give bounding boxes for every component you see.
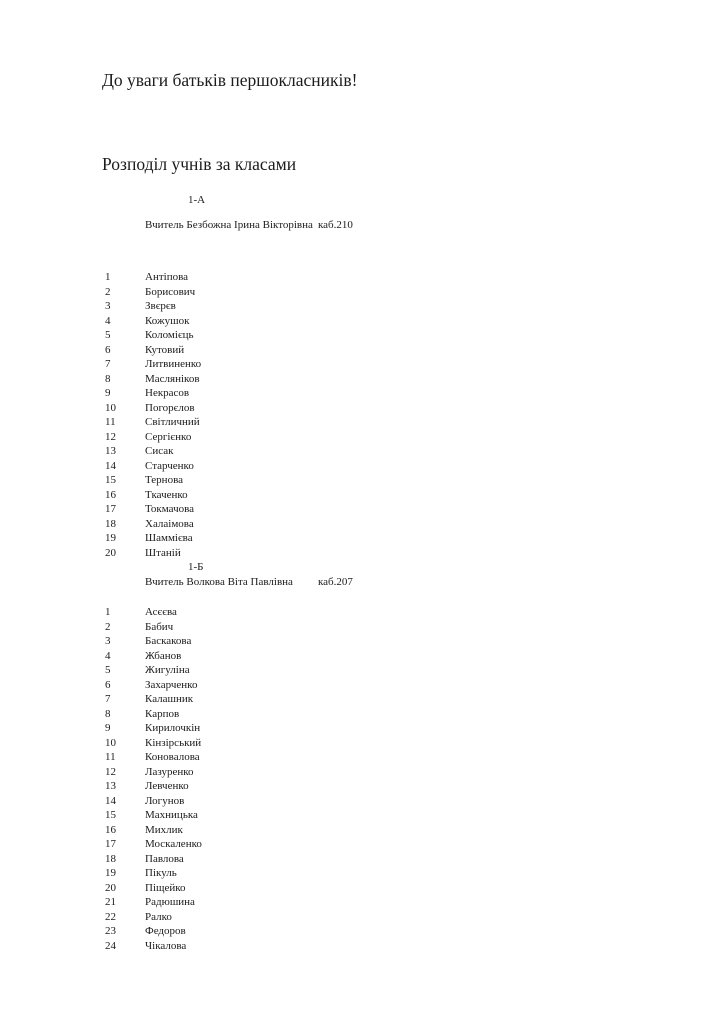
teacher-name-1a: Вчитель Безбожна Ірина Вікторівна — [145, 219, 313, 231]
student-row — [105, 605, 405, 620]
student-number: 23 — [105, 925, 116, 937]
student-row — [105, 866, 405, 881]
student-surname: Світличний — [145, 416, 200, 428]
student-surname: Халаімова — [145, 517, 194, 530]
student-surname: Некрасов — [145, 387, 190, 399]
student-row — [105, 473, 405, 488]
student-surname: Радюшина — [145, 896, 195, 908]
student-row — [105, 386, 405, 401]
student-row — [105, 765, 405, 780]
student-number: 1 — [105, 271, 111, 283]
student-number: 13 — [105, 445, 116, 457]
student-number: 14 — [105, 459, 116, 472]
student-row — [105, 401, 405, 416]
student-number: 17 — [105, 503, 116, 515]
student-number: 10 — [105, 736, 116, 749]
student-surname: Сисак — [145, 445, 174, 457]
student-number: 16 — [105, 823, 116, 836]
student-surname: Захарченко — [145, 678, 198, 691]
student-number: 17 — [105, 838, 116, 850]
student-number: 12 — [105, 430, 116, 443]
student-number: 11 — [105, 751, 116, 763]
student-row — [105, 517, 405, 532]
student-number: 3 — [105, 300, 111, 312]
student-surname: Жигуліна — [145, 664, 190, 676]
student-number: 9 — [105, 387, 111, 399]
student-row — [105, 881, 405, 896]
student-row — [105, 823, 405, 838]
student-surname: Москаленко — [145, 838, 202, 850]
student-row — [105, 343, 405, 358]
student-surname: Федоров — [145, 925, 186, 937]
room-number-1b: каб.207 — [318, 576, 353, 588]
student-surname: Махницька — [145, 809, 198, 821]
student-number: 2 — [105, 620, 111, 633]
student-surname: Старченко — [145, 459, 194, 472]
student-number: 19 — [105, 532, 116, 544]
student-row — [105, 779, 405, 794]
student-surname: Калашник — [145, 693, 194, 705]
student-surname: Погорєлов — [145, 401, 195, 414]
student-number: 8 — [105, 707, 111, 720]
student-number: 24 — [105, 939, 116, 952]
student-row — [105, 285, 405, 300]
student-row — [105, 444, 405, 459]
student-row — [105, 488, 405, 503]
student-row — [105, 634, 405, 649]
student-row — [105, 808, 405, 823]
student-number: 11 — [105, 416, 116, 428]
student-row — [105, 895, 405, 910]
student-number: 22 — [105, 910, 116, 923]
student-row — [105, 459, 405, 474]
student-number: 14 — [105, 794, 116, 807]
student-row — [105, 663, 405, 678]
student-number: 19 — [105, 867, 116, 879]
student-number: 4 — [105, 649, 111, 662]
student-surname: Коломієць — [145, 329, 194, 341]
student-surname: Павлова — [145, 852, 184, 865]
student-number: 7 — [105, 693, 111, 705]
student-number: 8 — [105, 372, 111, 385]
student-number: 5 — [105, 664, 111, 676]
student-row — [105, 531, 405, 546]
student-surname: Штаній — [145, 546, 181, 559]
student-number: 4 — [105, 314, 111, 327]
student-row — [105, 502, 405, 517]
student-row — [105, 924, 405, 939]
student-row — [105, 721, 405, 736]
student-number: 9 — [105, 722, 111, 734]
student-surname: Левченко — [145, 780, 189, 792]
student-number: 12 — [105, 765, 116, 778]
student-surname: Жбанов — [145, 649, 182, 662]
student-number: 20 — [105, 546, 116, 559]
student-list-1b — [105, 605, 405, 953]
student-number: 6 — [105, 678, 111, 691]
student-number: 10 — [105, 401, 116, 414]
teacher-line-1b — [145, 576, 565, 588]
student-row — [105, 372, 405, 387]
student-row — [105, 750, 405, 765]
student-surname: Сергієнко — [145, 430, 192, 443]
student-surname: Баскакова — [145, 635, 192, 647]
student-surname: Тернова — [145, 474, 184, 486]
student-number: 1 — [105, 606, 111, 618]
student-surname: Кутовий — [145, 343, 185, 356]
student-row — [105, 939, 405, 954]
section-title: Розподіл учнів за класами — [102, 154, 297, 174]
student-number: 3 — [105, 635, 111, 647]
student-row — [105, 837, 405, 852]
student-surname: Масляніков — [145, 372, 200, 385]
student-list-1a — [105, 270, 405, 560]
class-label-1a: 1-А — [188, 194, 206, 206]
student-surname: Антіпова — [145, 271, 189, 283]
student-number: 16 — [105, 488, 116, 501]
student-surname: Чікалова — [145, 939, 187, 952]
student-number: 2 — [105, 285, 111, 298]
student-surname: Лазуренко — [145, 765, 194, 778]
student-surname: Карпов — [145, 707, 180, 720]
student-number: 15 — [105, 809, 116, 821]
page-title: До уваги батьків першокласників! — [102, 70, 358, 90]
student-number: 7 — [105, 358, 111, 370]
student-row — [105, 910, 405, 925]
student-row — [105, 299, 405, 314]
student-surname: Бабич — [145, 620, 174, 633]
student-number: 6 — [105, 343, 111, 356]
class-label-1b: 1-Б — [188, 561, 204, 573]
student-row — [105, 736, 405, 751]
student-surname: Михлик — [145, 823, 183, 836]
room-number-1a: каб.210 — [318, 219, 353, 231]
student-surname: Пікуль — [145, 867, 177, 879]
student-surname: Коновалова — [145, 751, 200, 763]
student-row — [105, 546, 405, 561]
student-row — [105, 852, 405, 867]
student-row — [105, 794, 405, 809]
student-number: 5 — [105, 329, 111, 341]
teacher-line-1a — [145, 219, 565, 231]
student-row — [105, 649, 405, 664]
student-surname: Шаммієва — [145, 532, 193, 544]
student-row — [105, 270, 405, 285]
student-surname: Кожушок — [145, 314, 190, 327]
student-number: 20 — [105, 881, 116, 894]
student-row — [105, 430, 405, 445]
student-number: 15 — [105, 474, 116, 486]
student-surname: Борисович — [145, 285, 196, 298]
student-row — [105, 678, 405, 693]
student-row — [105, 314, 405, 329]
student-surname: Асєєва — [145, 606, 177, 618]
student-surname: Ралко — [145, 910, 172, 923]
student-surname: Кінзірський — [145, 736, 202, 749]
student-row — [105, 357, 405, 372]
student-surname: Піщейко — [145, 881, 186, 894]
student-surname: Логунов — [145, 794, 185, 807]
student-row — [105, 328, 405, 343]
student-row — [105, 707, 405, 722]
student-row — [105, 415, 405, 430]
student-number: 21 — [105, 896, 116, 908]
teacher-name-1b: Вчитель Волкова Віта Павлівна — [145, 576, 293, 588]
student-row — [105, 620, 405, 635]
student-row — [105, 692, 405, 707]
student-surname: Звєрєв — [145, 300, 176, 312]
student-surname: Ткаченко — [145, 488, 188, 501]
student-number: 18 — [105, 852, 116, 865]
student-number: 18 — [105, 517, 116, 530]
student-number: 13 — [105, 780, 116, 792]
student-surname: Кирилочкін — [145, 722, 201, 734]
student-surname: Литвиненко — [145, 358, 202, 370]
student-surname: Токмачова — [145, 503, 195, 515]
